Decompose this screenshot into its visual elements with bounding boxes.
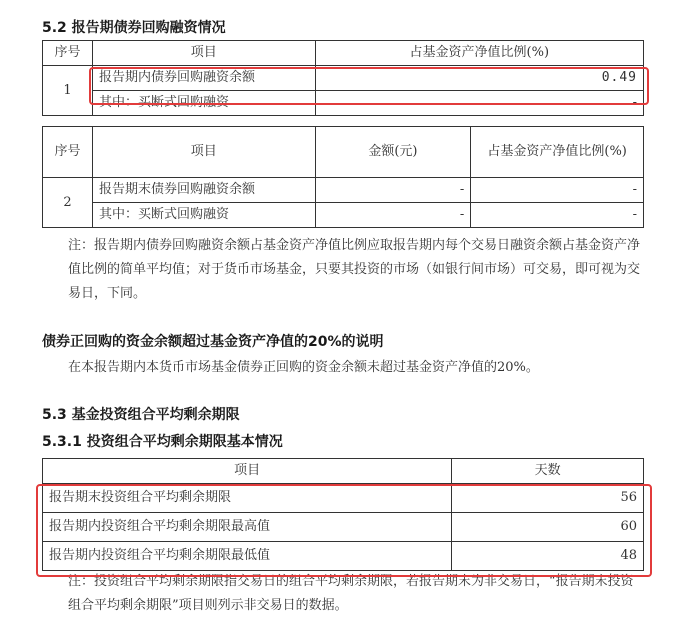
- cell-seq: 1: [43, 66, 93, 116]
- table-row: [43, 203, 644, 228]
- cell-days: 60: [452, 513, 644, 542]
- avg-remaining-maturity-table: [42, 458, 644, 571]
- section-5-3-1-heading: 5.3.1 投资组合平均剩余期限基本情况: [42, 434, 283, 450]
- header-item: 项目: [43, 459, 452, 484]
- cell-ratio: 0.49: [315, 66, 643, 91]
- cell-ratio: -: [471, 203, 644, 228]
- cell-item: 报告期内债券回购融资余额: [92, 66, 315, 91]
- table-header-row: [43, 41, 644, 66]
- table-row: [43, 178, 644, 203]
- header-seq: 序号: [43, 41, 93, 66]
- repo-financing-table-period: [42, 40, 644, 116]
- cell-amount: -: [315, 203, 471, 228]
- table-row: [43, 513, 644, 542]
- cell-seq: 2: [43, 178, 93, 228]
- table-row: [43, 91, 644, 116]
- cell-item: 报告期末投资组合平均剩余期限: [43, 484, 452, 513]
- section-5-3-heading: 5.3 基金投资组合平均剩余期限: [42, 407, 240, 423]
- table-row: [43, 542, 644, 571]
- section-5-3-note: [42, 570, 642, 618]
- cell-amount: -: [315, 178, 471, 203]
- repo-financing-table-end: [42, 126, 644, 228]
- header-days: 天数: [452, 459, 644, 484]
- cell-item: 报告期末债券回购融资余额: [92, 178, 315, 203]
- section-5-2-note: [42, 234, 642, 306]
- cell-item: 其中：买断式回购融资: [92, 203, 315, 228]
- cell-item: 报告期内投资组合平均剩余期限最高值: [43, 513, 452, 542]
- header-seq: 序号: [43, 127, 93, 178]
- header-ratio: 占基金资产净值比例(%): [471, 127, 644, 178]
- note-text: 注：投资组合平均剩余期限指交易日的组合平均剩余期限，若报告期末为非交易日，“报告期末投资组合平均剩余期限”项目则列示非交易日的数据。: [68, 574, 634, 613]
- table-row: [43, 66, 644, 91]
- header-item: 项目: [92, 41, 315, 66]
- cell-item: 报告期内投资组合平均剩余期限最低值: [43, 542, 452, 571]
- cell-ratio: -: [315, 91, 643, 116]
- section-5-2-heading: 5.2 报告期债券回购融资情况: [42, 20, 226, 36]
- table-header-row: [43, 127, 644, 178]
- cell-item: 其中：买断式回购融资: [92, 91, 315, 116]
- repo-note-text: 在本报告期内本货币市场基金债券正回购的资金余额未超过基金资产净值的20%。: [68, 360, 539, 375]
- header-item: 项目: [92, 127, 315, 178]
- note-text: 注：报告期内债券回购融资余额占基金资产净值比例应取报告期内每个交易日融资余额占基金资产净值比例的简单平均值；对于货币市场基金，只要其投资的市场（如银行间市场）可交易，即可视为交易日，下同。: [68, 238, 641, 301]
- table-row: [43, 484, 644, 513]
- header-ratio: 占基金资产净值比例(%): [315, 41, 643, 66]
- table-header-row: [43, 459, 644, 484]
- repo-note-paragraph: [42, 356, 642, 380]
- cell-ratio: -: [471, 178, 644, 203]
- cell-days: 48: [452, 542, 644, 571]
- repo-note-heading: 债券正回购的资金余额超过基金资产净值的20%的说明: [42, 334, 384, 350]
- header-amount: 金额(元): [315, 127, 471, 178]
- cell-days: 56: [452, 484, 644, 513]
